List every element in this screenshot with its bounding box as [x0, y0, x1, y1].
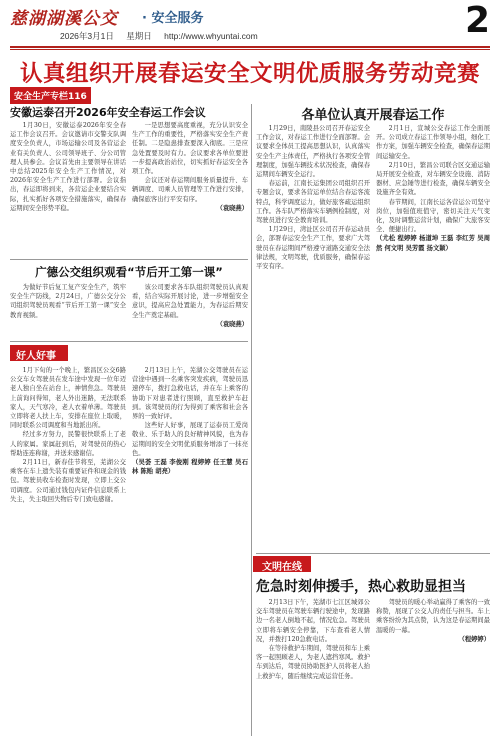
article-4-para-4: 2月1日，宣城公交春运工作全面展开。公司成立春运工作领导小组，细化工作方案，加强车辆安全检查，确保春运期间运输安全。 [376, 125, 490, 160]
article-5-body-col2 [376, 598, 490, 736]
good-deeds-label: 好人好事 [16, 351, 56, 362]
article-1-byline: （袁晓燕） [216, 204, 248, 212]
article-4-body-col1 [256, 124, 370, 552]
article-5-body-col1 [256, 598, 370, 736]
section-name: · 安全服务 [142, 11, 204, 26]
article-1-para-2: 一是思想要高度重视，充分认识安全生产工作的重要性，严格落实安全生产责任制。二是隐患排查要深入彻底。三是应急处置要及时有力。会议要求各单位要进一步提高政治站位，切实抓好春运安全各项工作。 [132, 122, 248, 176]
article-4-para-5: 2月10日，繁昌公司联合区交通运输局开展安全检查，对车辆安全设施、消防器材、应急锤等进行检查，确保车辆安全设施齐全有效。 [376, 161, 490, 197]
article-4-byline: （尤松 程婷婷 杨道坤 王磊 李红芳 吴周然 何文明 吴芳霞 扬文颖） [376, 235, 490, 252]
article-4-para-2: 春运前，江南长运集团公司组织召开专题会议，要求各营运单位结合春运客流特点，科学调度运力，做好旅客疏运组织工作。各车队严格落实车辆例检制度，对驾驶员进行安全教育培训。 [256, 180, 370, 225]
article-2-para-1: 为做好节后复工复产安全生产，筑牢安全生产防线，2月24日，广德公交分公司组织驾驶员观看“节后开工第一课”安全教育视频。 [10, 284, 126, 319]
paper-name: 慈湖湖溪公交 [10, 9, 118, 29]
article-4-body-col2 [376, 124, 490, 552]
article-1-title: 安徽运泰召开2026年安全春运工作会议 [10, 106, 206, 119]
article-5-para-2: 在等待救护车期间，驾驶员和车上乘客一起照顾老人，为老人遮挡寒风。救护车到达后，驾驶员协助医护人员将老人抬上救护车，随后继续完成运营任务。 [256, 645, 370, 680]
article-2-body-col2 [132, 283, 248, 338]
issue-weekday: 星期日 [126, 31, 152, 41]
divider [256, 553, 490, 554]
article-5-byline: （程婷婷） [458, 635, 490, 643]
main-headline: 认真组织开展春运安全文明优质服务劳动竞赛 [19, 61, 480, 87]
article-2-para-2: 该公司要求各车队组织驾驶员认真观看，结合实际开展讨论，进一步增强安全意识，提高应急处置能力，为春运后期安全生产奠定基础。 [132, 284, 248, 319]
masthead [0, 0, 500, 42]
article-2-title: 广德公交组织观看“节后开工第一课” [35, 265, 223, 279]
divider [10, 341, 248, 342]
article-3-para-5: 这些好人好事，展现了运泰员工爱岗敬业、乐于助人的良好精神风貌，也为春运期间的安全文明优质服务增添了一抹亮色。 [132, 422, 248, 457]
header-rule [10, 46, 490, 48]
article-4-para-3: 1月29日，湾沚区公司召开春运动员会，部署春运安全生产工作，要求广大驾驶员在春运期间严格遵守道路交通安全法律法规，文明驾驶，优质服务，确保春运平安有序。 [256, 226, 370, 271]
article-1-para-1: 1月30日，安徽运泰2026年安全春运工作会议召开。会议邀请市交警支队调度安全负责人，市场运输公司及各营运企业有关负责人、公司领导班子、分公司管理人员参会。会议首先由主要领导在讲话中总结2025年安全生产工作情况，对2026年安全生产工作进行部署。会议指出，春运即将到来，各营运企业要结合实际，扎实抓好各项安全措施落实，确保春运期间安全形势平稳。 [10, 122, 126, 212]
article-3-byline: （吴荟 王磊 李俊刚 程婷婷 任王慧 吴石林 陈贻 胡亮） [132, 459, 248, 476]
article-3-para-2: 经过多方努力，民警很快联系上了老人的家属。家属赶到后，对驾驶员的热心帮助连连称谢，并送来感谢信。 [10, 431, 126, 457]
article-4-para-1: 1月29日，南陵县公司召开春运安全工作会议，对春运工作进行全面部署。会议要求全体员工提高思想认识，认真落实安全生产主体责任，严格执行各项安全管理制度，加强车辆技术状况检查，确保春运期间车辆安全运行。 [256, 125, 370, 179]
article-3-para-3: 2月11日，新春佳节将至，芜湖公交乘客在车上遗失装有重要证件和现金的钱包。驾驶员收车检查时发现，立即上交公司调度。公司通过钱包内证件信息联系上失主，失主取回失物后专门致电感谢。 [10, 459, 126, 503]
article-3-para-1: 1月下旬的一个晚上，繁昌区公交6路公交车女驾驶员在发车途中发现一位年迈老人独自坐在站台上，神情焦急。驾驶员上前询问得知，老人外出迷路，无法联系家人，天气寒冷，老人衣着单薄。驾驶员立即将老人扶上车，安排在座位上取暖，同时联系公司调度和当地派出所。 [10, 367, 126, 430]
article-2-byline: （袁晓燕） [216, 320, 248, 328]
article-1-para-3: 会议还对春运期间服务质量提升、车辆调度、司乘人员管理等工作进行安排，确保旅客出行平安有序。 [132, 177, 248, 203]
page-number: 2 [464, 0, 490, 41]
website-url[interactable]: http://www.whyuntai.com [164, 31, 258, 41]
article-3-body-col2 [132, 366, 248, 736]
article-2-body-col1 [10, 283, 126, 338]
article-5-para-3: 驾驶员的暖心举动赢得了乘客的一致称赞，展现了公交人的责任与担当。车上乘客纷纷为其点赞，认为这是春运期间最温暖的一幕。 [376, 599, 490, 634]
article-3-body-col1 [10, 366, 126, 736]
article-1-body-col2 [132, 121, 248, 256]
civility-label: 文明在线 [262, 562, 302, 573]
divider [10, 259, 248, 260]
article-5-para-1: 2月13日下午，芜湖市七江区城郊公交车驾驶员在驾驶车辆行驶途中，发现路边一名老人倒地不起，情况危急。驾驶员立即将车辆安全停靠，下车查看老人情况，并拨打120急救电话。 [256, 599, 370, 643]
column-label: 安全生产专栏116 [10, 87, 91, 104]
dateline [60, 30, 370, 44]
article-3-para-4: 2月13日上午，芜湖公交驾驶员在运营途中遇到一名乘客突发疾病，驾驶员迅速停车，拨打急救电话，并在车上乘客的协助下对患者进行照顾，直至救护车赶到。该驾驶员的行为得到了乘客和社会各界的一致好评。 [132, 367, 248, 421]
header-rule-thin [10, 49, 490, 50]
article-5-title: 危急时刻伸援手，热心救助显担当 [256, 579, 466, 595]
article-1-body-col1 [10, 121, 126, 256]
article-4-title: 各单位认真开展春运工作 [301, 108, 445, 123]
issue-date: 2026年3月1日 [60, 31, 114, 41]
article-4-para-6: 春节期间，江南长运各营运公司坚守岗位，加强值班值守，密切关注天气变化，及时调整运营计划，确保广大旅客安全、便捷出行。 [376, 198, 490, 234]
column-divider [251, 104, 252, 736]
